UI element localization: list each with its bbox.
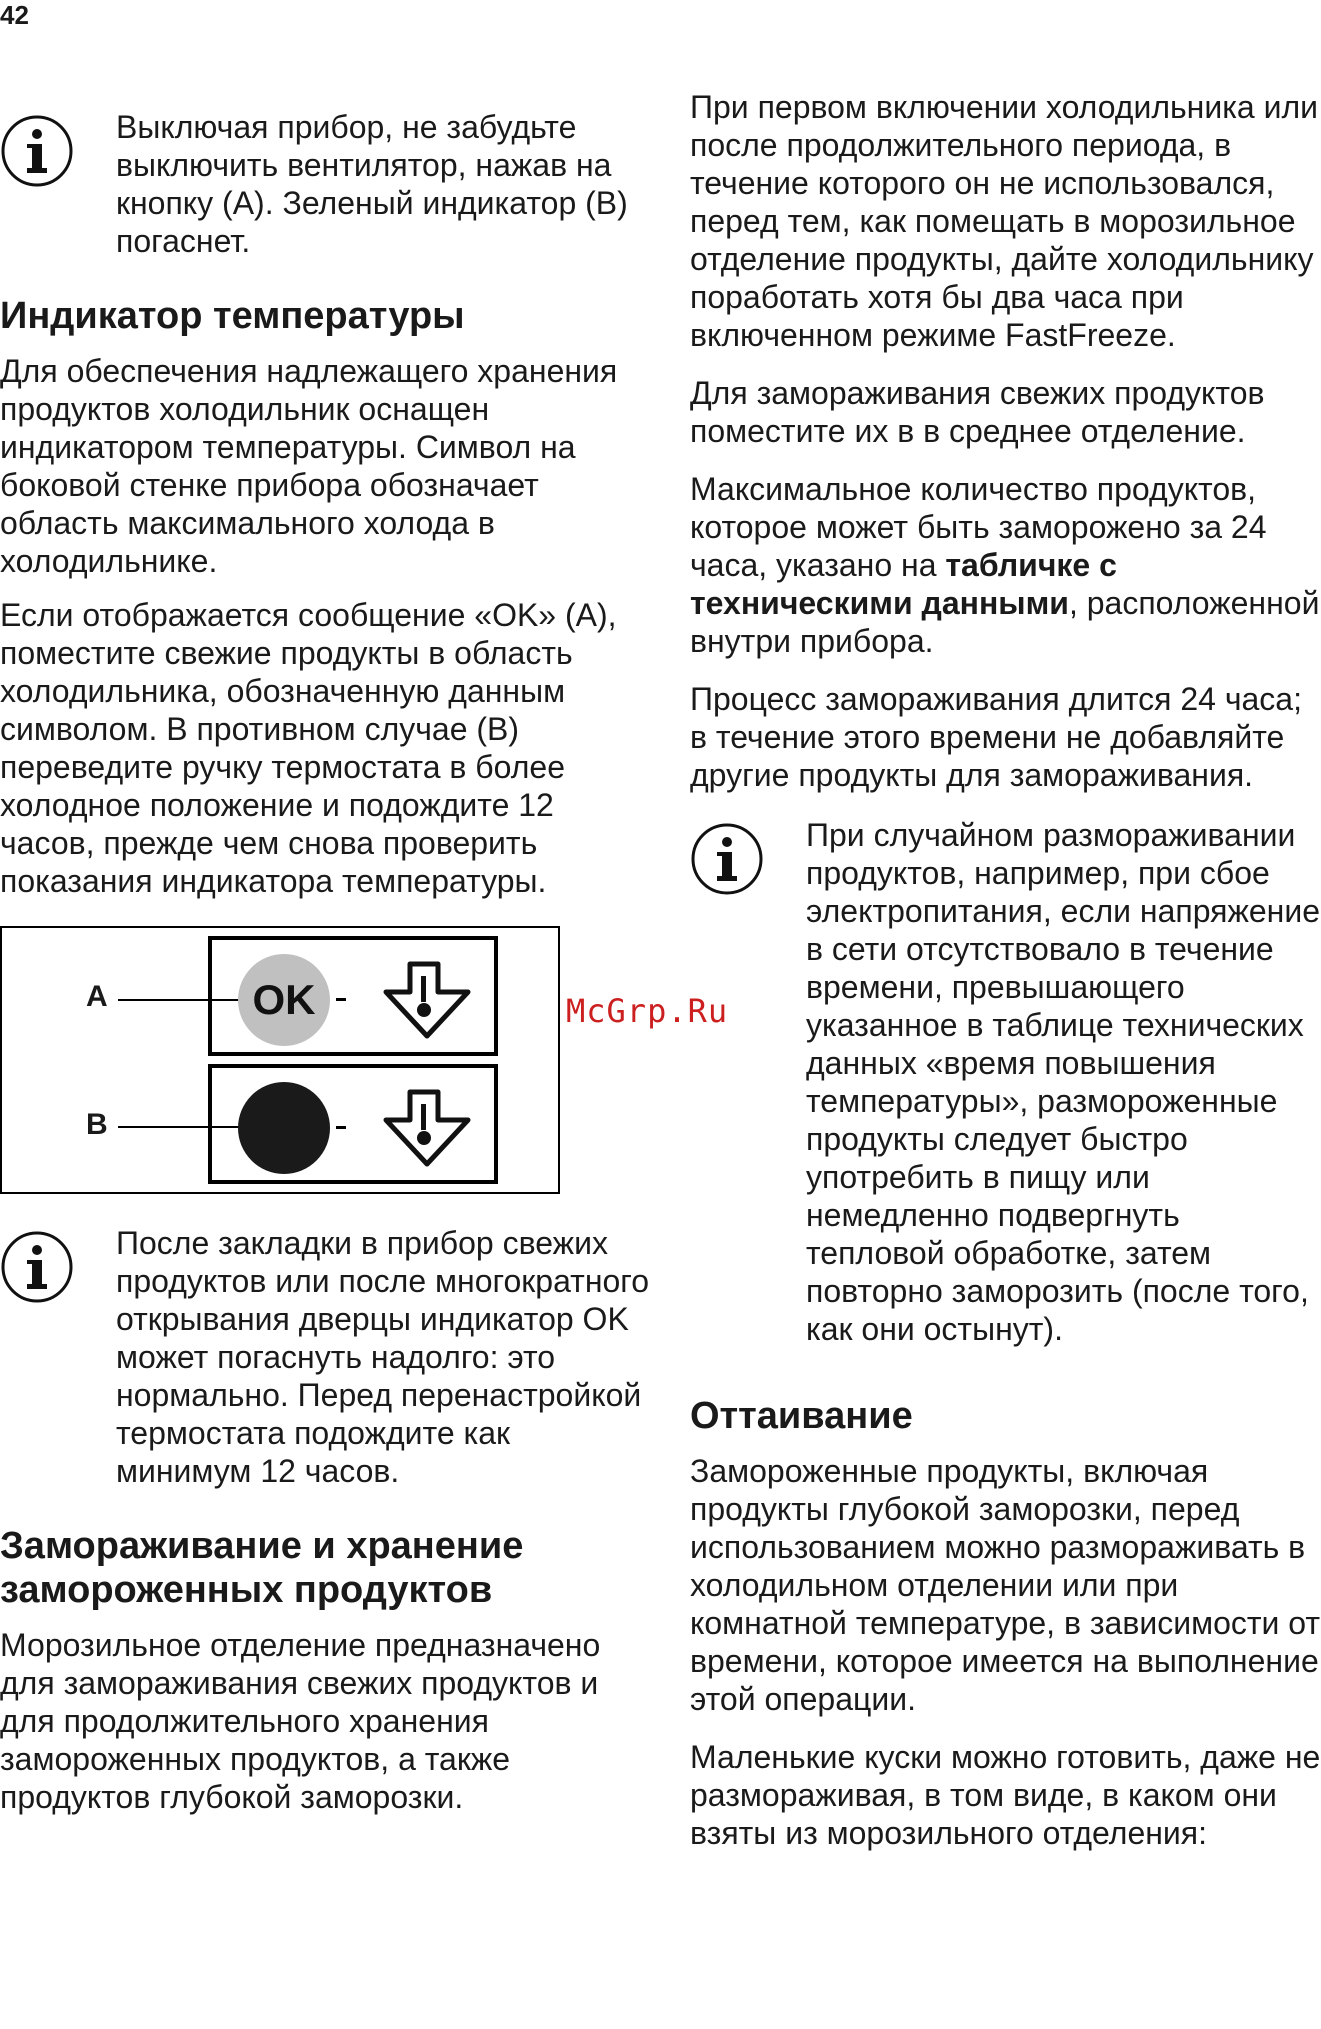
left-column — [0, 108, 650, 1832]
heading-freezing: Замораживание и хранение замороженных продуктов — [0, 1525, 524, 1611]
indicator-dark — [238, 1082, 330, 1174]
paragraph: Для обеспечения надлежащего хранения продуктов холодильник оснащен индикатором температуры. Символ на боковой стенке прибора обозначает область максимального холода в холодильнике. — [0, 353, 618, 579]
note-text: При случайном размораживании продуктов, например, при сбое электропитания, если напряжение в сети отсутствовало в течение времени, превышающего указанное в таблице технических данных «время повышения температуры», размороженные продукты следует быстро употребить в пищу или немедленно подвергнуть тепловой обработке, затем повторно заморозить (после того, как они остынут). — [806, 817, 1320, 1347]
paragraph: Морозильное отделение предназначено для замораживания свежих продуктов и для продолжительного хранения замороженных продуктов, а также продуктов глубокой заморозки. — [0, 1627, 601, 1815]
note-text: Выключая прибор, не забудьте выключить вентилятор, нажав на кнопку (А). Зеленый индикатор (В) погаснет. — [116, 109, 628, 259]
ok-indicator: OK — [238, 954, 330, 1046]
watermark: McGrp.Ru — [566, 992, 729, 1030]
paragraph: При первом включении холодильника или после продолжительного периода, в течение которого он не использовался, перед тем, как помещать в морозильное отделение продукты, дайте холодильнику поработать хотя бы два часа при включенном режиме FastFreeze. — [690, 89, 1319, 353]
heading-thawing: Оттаивание — [690, 1395, 913, 1437]
temperature-symbol-icon — [380, 958, 474, 1042]
paragraph — [690, 470, 1321, 660]
paragraph: Для замораживания свежих продуктов поместите их в в среднее отделение. — [690, 375, 1265, 449]
info-note-fan — [0, 108, 650, 260]
right-column — [690, 88, 1321, 1868]
paragraph: Процесс замораживания длится 24 часа; в течение этого времени не добавляйте другие продукты для замораживания. — [690, 681, 1302, 793]
divider — [336, 998, 346, 1001]
label-a: A — [86, 980, 108, 1013]
paragraph: Замороженные продукты, включая продукты глубокой заморозки, перед использованием можно размораживать в холодильном отделении или при комнатной температуре, в зависимости от времени, которое имеется на выполнение этой операции. — [690, 1453, 1321, 1717]
indicator-ok-state — [208, 936, 498, 1056]
paragraph: Если отображается сообщение «OK» (A), поместите свежие продукты в область холодильника, обозначенную данным символом. В противном случае (B) переведите ручку термостата в более холодное положение и подождите 12 часов, прежде чем снова проверить показания индикатора температуры. — [0, 597, 617, 899]
heading-temperature-indicator: Индикатор температуры — [0, 295, 465, 337]
label-b: B — [86, 1108, 108, 1141]
paragraph: Маленькие куски можно готовить, даже не размораживая, в том виде, в каком они взяты из морозильного отделения: — [690, 1739, 1321, 1851]
temperature-symbol-icon — [380, 1086, 474, 1170]
divider — [336, 1126, 346, 1129]
indicator-figure — [0, 926, 560, 1194]
note-text: После закладки в прибор свежих продуктов или после многократного открывания дверцы индикатор OK может погаснуть надолго: это нормально. Перед перенастройкой термостата подождите как минимум 12 часов. — [116, 1225, 650, 1489]
bold-text: табличке с техническими данными — [690, 547, 1117, 621]
page-number: 42 — [0, 0, 29, 30]
text: , расположенной внутри прибора. — [690, 585, 1320, 659]
text: Максимальное количество продуктов, которое может быть заморожено за 24 часа, указано на — [690, 471, 1267, 583]
info-icon — [0, 114, 74, 188]
info-icon — [690, 822, 764, 896]
info-note-ok — [0, 1224, 650, 1490]
indicator-off-state — [208, 1064, 498, 1184]
info-note-thawing — [690, 816, 1321, 1348]
info-icon — [0, 1230, 74, 1304]
